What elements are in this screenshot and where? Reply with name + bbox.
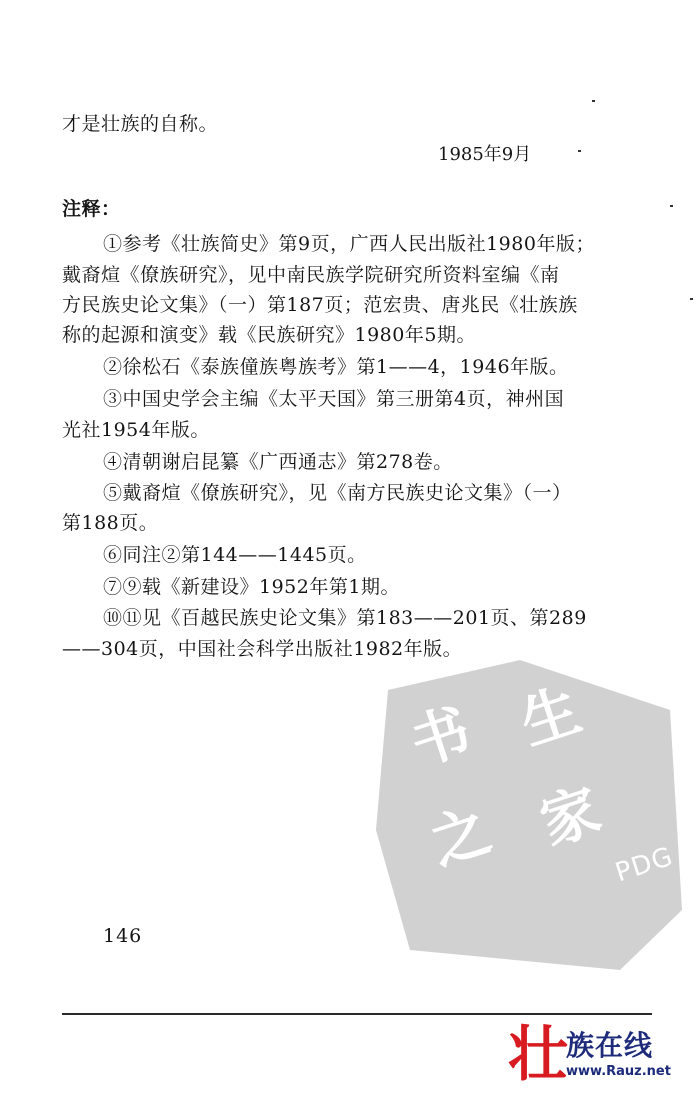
bottom-rule [62,1013,652,1015]
logo-url: www.Rauz.net [566,1064,671,1079]
logo-site-name: 族在线 [566,1029,654,1062]
date-line: 1985年9月 [438,144,532,165]
note-line: ⑤戴裔煊《僚族研究》，见《南方民族史论文集》（一） [103,482,572,504]
closing-line: 才是壮族的自称。 [62,113,219,135]
note-line: 光社1954年版。 [62,419,210,441]
note-line: 戴裔煊《僚族研究》，见中南民族学院研究所资料室编《南 [62,264,560,286]
scan-speck [578,150,581,152]
note-line: ⑦⑨载《新建设》1952年第1期。 [103,576,400,598]
note-line: ①参考《壮族简史》第9页，广西人民出版社1980年版； [103,233,595,255]
scan-speck [592,100,595,102]
scan-speck [690,298,693,300]
note-line: ⑩⑪见《百越民族史论文集》第183——201页、第289 [103,607,587,629]
note-line: 第188页。 [62,512,159,534]
logo-zhuang-char: 壮 [508,1020,568,1090]
note-line: ③中国史学会主编《太平天国》第三册第4页，神州国 [103,388,565,410]
note-line: ④清朝谢启昆纂《广西通志》第278卷。 [103,451,453,473]
watermark-char-2: 生 [512,675,589,759]
page-number: 146 [103,925,143,947]
scan-speck [670,205,673,207]
notes-heading: 注释： [62,198,121,220]
note-line: 方民族史论文集》（一）第187页；范宏贵、唐兆民《壮族族 [62,294,578,316]
note-line: 称的起源和演变》载《民族研究》1980年5期。 [62,324,476,346]
note-line: ⑥同注②第144——1445页。 [103,544,367,566]
watermark-char-4: 家 [532,775,609,859]
watermark-pdg-label: PDG [611,841,678,889]
note-line: ②徐松石《泰族僮族粤族考》第1——4，1946年版。 [103,356,569,378]
watermark-char-1: 书 [402,695,479,779]
watermark-char-3: 之 [422,795,499,879]
site-logo [508,1020,688,1090]
note-line: ——304页，中国社会科学出版社1982年版。 [62,638,463,660]
